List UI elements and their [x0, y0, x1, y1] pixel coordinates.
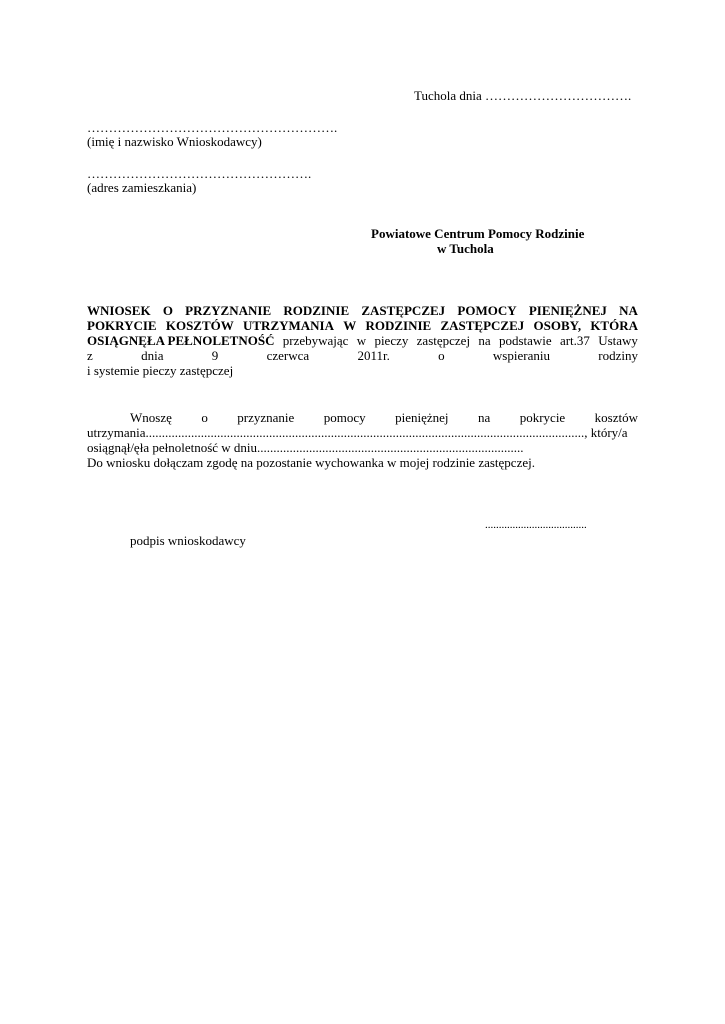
- title-line4-word: 9: [211, 348, 219, 363]
- title-line4: [87, 348, 638, 363]
- title-line1-word: NA: [619, 303, 638, 318]
- body-line1-word: na: [477, 410, 491, 425]
- signature-dots: .....................................: [485, 519, 587, 531]
- title-line3-word: przebywając: [282, 333, 349, 348]
- body-line1-word: o: [201, 410, 208, 425]
- body-line1-word: przyznanie: [237, 410, 295, 425]
- applicant-name-dots: ………………………………………………….: [87, 120, 338, 135]
- recipient-line1: Powiatowe Centrum Pomocy Rodzinie: [371, 226, 585, 241]
- recipient-line2: w Tuchola: [437, 241, 494, 256]
- title-line4-word: dnia: [141, 348, 164, 363]
- title-line3-bold: OSIĄGNĘŁA PEŁNOLETNOŚĆ: [87, 333, 275, 348]
- title-line4-word: rodziny: [598, 348, 638, 363]
- body-line1-word: pomocy: [323, 410, 366, 425]
- title-line1-word: ZASTĘPCZEJ: [361, 303, 446, 318]
- title-line4-word: czerwca: [266, 348, 310, 363]
- title-line5: i systemie pieczy zastępczej: [87, 363, 234, 378]
- title-line2: [87, 318, 638, 333]
- body-line1-word: kosztów: [594, 410, 638, 425]
- title-line1-word: PIENIĘŻNEJ: [528, 303, 607, 318]
- title-line2-word: KOSZTÓW: [165, 318, 234, 333]
- title-line3-word: pieczy: [374, 333, 409, 348]
- title-line3-word: Ustawy: [598, 333, 638, 348]
- title-line1-word: POMOCY: [457, 303, 517, 318]
- body-line2: utrzymania......................................................................................................................................., który/a: [87, 425, 628, 440]
- applicant-address-dots: …………………………………………….: [87, 166, 312, 181]
- title-line3-word: podstawie: [498, 333, 552, 348]
- body-line1-word: Wnoszę: [130, 410, 172, 425]
- body-line4: Do wniosku dołączam zgodę na pozostanie wychowanka w mojej rodzinie zastępczej.: [87, 455, 535, 470]
- title-line1-word: WNIOSEK: [87, 303, 151, 318]
- title-line3-word: na: [478, 333, 491, 348]
- title-line2-word: UTRZYMANIA: [243, 318, 334, 333]
- title-line2-word: W: [343, 318, 357, 333]
- title-line3-word: w: [356, 333, 367, 348]
- body-line1-word: pieniężnej: [395, 410, 449, 425]
- title-line3-word: art.37: [559, 333, 590, 348]
- title-line2-word: POKRYCIE: [87, 318, 157, 333]
- title-line3-word: zastępczej: [416, 333, 471, 348]
- title-line4-word: o: [438, 348, 445, 363]
- title-line2-word: RODZINIE: [365, 318, 432, 333]
- title-line2-word: ZASTĘPCZEJ: [440, 318, 525, 333]
- applicant-address-label: (adres zamieszkania): [87, 180, 197, 195]
- signature-label: podpis wnioskodawcy: [130, 533, 246, 548]
- title-line1: [87, 303, 638, 318]
- title-line2-word: KTÓRA: [590, 318, 638, 333]
- body-line1: [130, 410, 638, 425]
- title-line1-word: O: [162, 303, 173, 318]
- title-line4-word: wspieraniu: [492, 348, 550, 363]
- title-line1-word: RODZINIE: [283, 303, 350, 318]
- title-line2-word: OSOBY,: [533, 318, 582, 333]
- title-line1-word: PRZYZNANIE: [185, 303, 272, 318]
- applicant-name-label: (imię i nazwisko Wnioskodawcy): [87, 134, 262, 149]
- title-line4-word: 2011r.: [357, 348, 390, 363]
- body-line1-word: pokrycie: [519, 410, 566, 425]
- title-line4-word: z: [87, 348, 93, 363]
- place-date: Tuchola dnia …………………………….: [414, 88, 632, 103]
- title-line3: [87, 333, 638, 348]
- body-line3: osiągnął/ęła pełnoletność w dniu..................................................................................: [87, 440, 524, 455]
